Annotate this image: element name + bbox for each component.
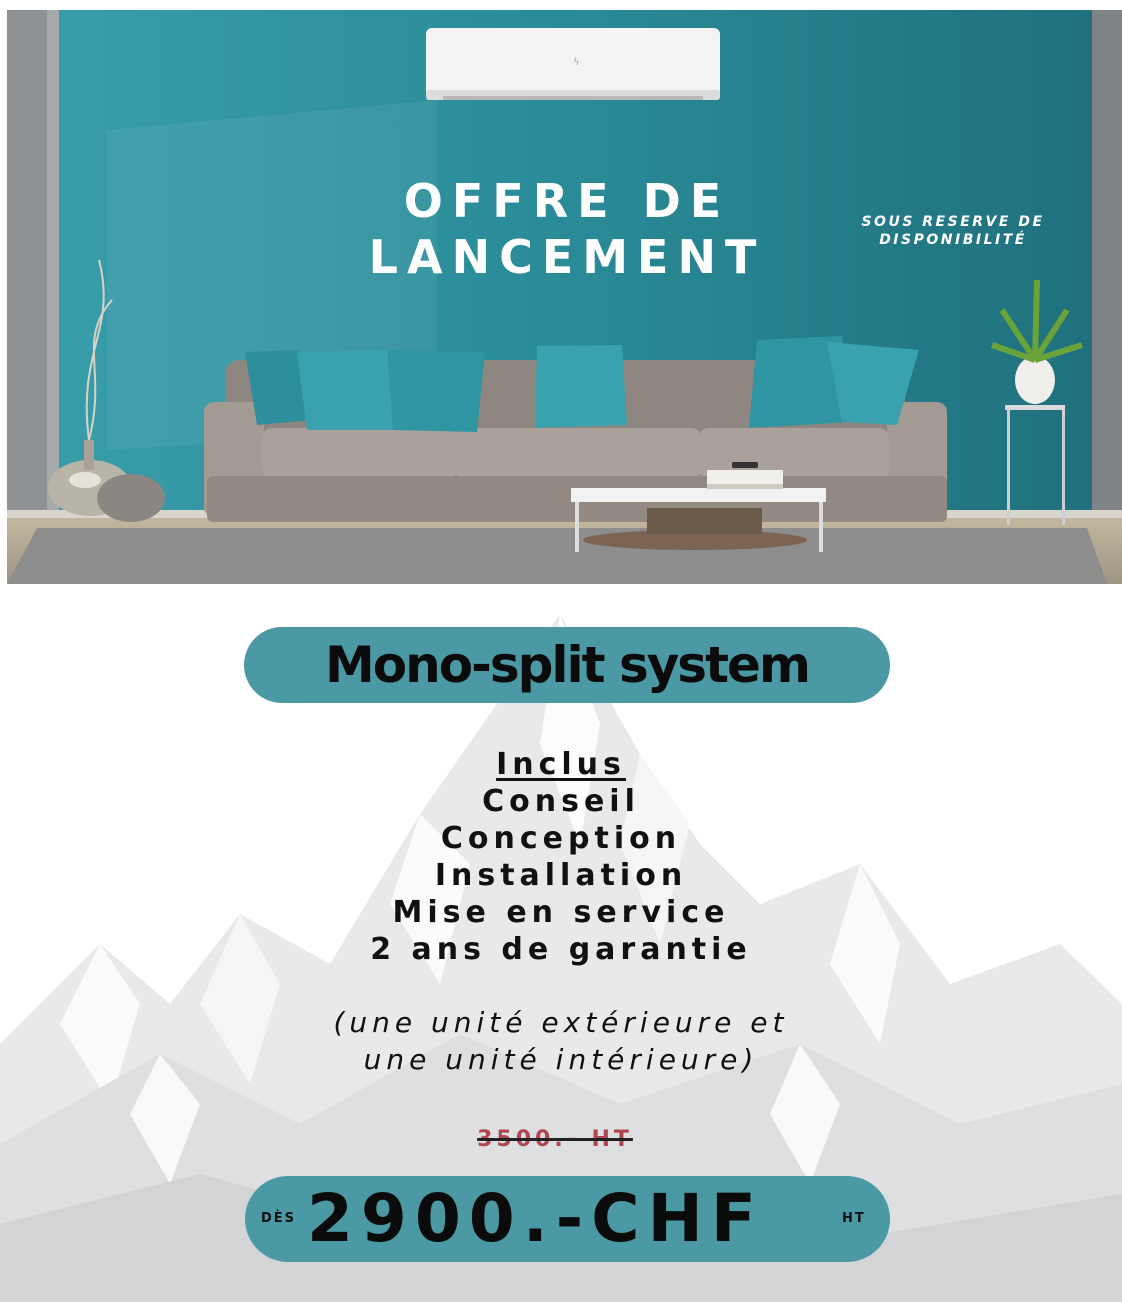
feature-item: Installation [434,858,688,893]
offer-details [0,584,1122,1302]
availability-note-line2: DISPONIBILITÉ [879,232,1027,248]
hero-banner [7,10,1122,584]
air-conditioner-icon [426,28,720,100]
offer-title-line2: LANCEMENT [368,230,766,284]
availability-note [843,213,1063,249]
old-price: 3500.- HT [477,1127,633,1152]
included-features [261,746,861,968]
units-note [261,1004,861,1078]
product-title: Mono-split system [325,636,809,694]
product-title-pill [244,627,890,703]
feature-item: Conception [440,821,682,856]
price-prefix: DÈS [261,1211,297,1226]
features-heading: Inclus [496,747,626,782]
availability-note-line1: SOUS RESERVE DE [861,214,1045,230]
feature-item: Conseil [482,784,640,819]
feature-item: Mise en service [392,895,730,930]
price-value: 2900.-CHF [307,1180,764,1257]
living-room-illustration [7,10,1122,584]
svg-text:ϟ: ϟ [573,57,580,68]
offer-title-line1: OFFRE DE [403,174,731,228]
price-suffix: HT [842,1211,866,1226]
units-note-line1: (une unité extérieure et [333,1006,789,1039]
units-note-line2: une unité intérieure) [363,1043,759,1076]
price-pill [245,1176,890,1262]
feature-item: 2 ans de garantie [370,932,752,967]
offer-title [307,173,827,285]
